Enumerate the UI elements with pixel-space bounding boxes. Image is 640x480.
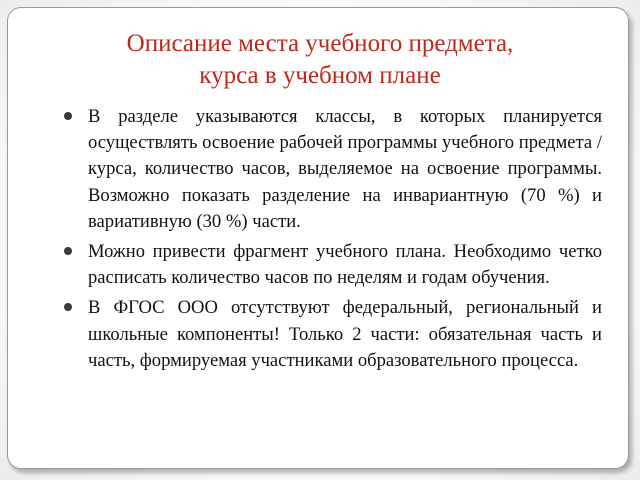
bullet-item [64, 295, 602, 374]
bullet-dot-icon [64, 247, 72, 255]
bullet-text: Можно привести фрагмент учебного плана. Необходимо четко расписать количество часов по неделям и годам обучения. [88, 241, 602, 289]
bullet-dot-icon [64, 112, 72, 120]
title-line-1: Описание места учебного предмета, [126, 30, 514, 57]
bullet-list [64, 104, 602, 378]
bullet-text: В ФГОС ООО отсутствуют федеральный, региональный и школьные компоненты! Только 2 части: обязательная часть и часть, формируемая участниками образовательного процесса. [88, 297, 602, 371]
bullet-dot-icon [64, 303, 72, 311]
bullet-text: В разделе указываются классы, в которых планируется осуществлять освоение рабочей программы учебного предмета / курса, количество часов, выделяемое на освоение программы. Возможно показать разделение на инвариантную (70 %) и вариативную (30 %) части. [88, 106, 602, 232]
slide-title [0, 28, 640, 92]
title-line-2: курса в учебном плане [199, 62, 441, 89]
bullet-item [64, 104, 602, 235]
bullet-item [64, 239, 602, 291]
